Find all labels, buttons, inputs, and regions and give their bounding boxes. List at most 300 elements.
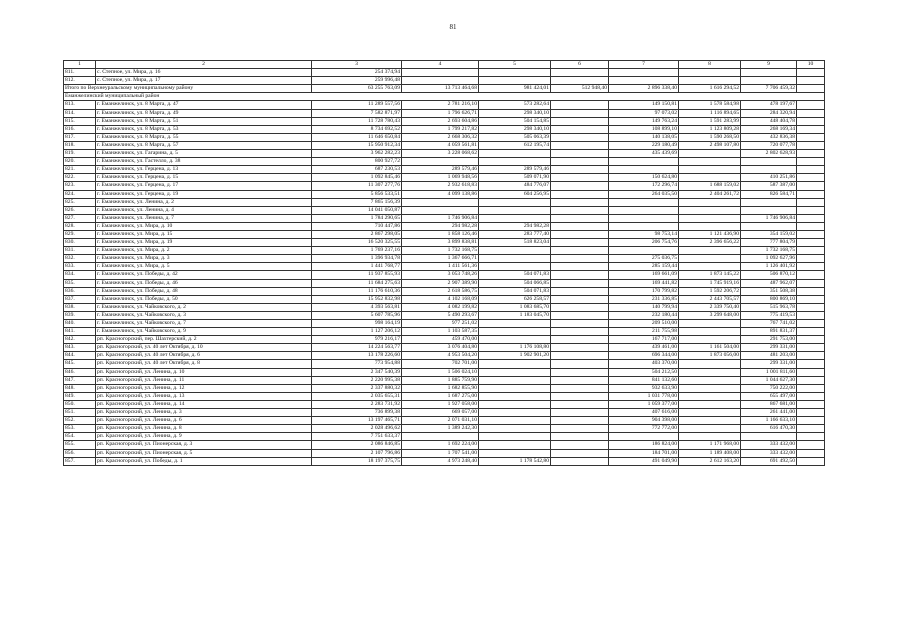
amount-cell: 604 256,95 [479, 190, 551, 198]
amount-cell [551, 400, 609, 408]
amount-cell: 354 159,02 [741, 230, 797, 238]
amount-cell: 403 370,00 [609, 360, 679, 368]
amount-cell [479, 449, 551, 457]
amount-cell [551, 384, 609, 392]
amount-cell [609, 198, 679, 206]
table-row [64, 239, 825, 247]
address-cell: рп. Красногорский, ул. Ленина, д. 10 [96, 368, 312, 376]
amount-cell [402, 433, 479, 441]
address-cell: г. Еманжелинск, ул. Мира, д. 10 [96, 222, 312, 230]
total-label: Итого по Верхнеуральскому муниципальному району [64, 85, 312, 93]
amount-cell: 3 076 404,80 [402, 344, 479, 352]
amount-cell [551, 77, 609, 85]
amount-cell [551, 360, 609, 368]
amount-cell [797, 239, 825, 247]
address-cell: рп. Красногорский, ул. Ленина, д. 12 [96, 384, 312, 392]
amount-cell [797, 263, 825, 271]
amount-cell [551, 198, 609, 206]
table-row [64, 166, 825, 174]
amount-cell [551, 320, 609, 328]
amount-cell: 63 255 763,09 [312, 85, 402, 93]
amount-cell: 14 041 050,87 [312, 206, 402, 214]
amount-cell [679, 417, 741, 425]
amount-cell: 587 387,00 [741, 182, 797, 190]
amount-cell: 149 150,81 [609, 101, 679, 109]
amount-cell [679, 158, 741, 166]
amount-cell: 2 932 618,83 [402, 182, 479, 190]
row-number: 818. [64, 141, 96, 149]
amount-cell: 1 592 206,72 [679, 287, 741, 295]
amount-cell [551, 376, 609, 384]
amount-cell: 491 049,90 [609, 457, 679, 465]
address-cell: рп. Красногорский, ул. 40 лет Октября, д. 10 [96, 344, 312, 352]
row-number: 831. [64, 247, 96, 255]
amount-cell [479, 400, 551, 408]
amount-cell: 7 751 633,37 [312, 433, 402, 441]
row-number: 812. [64, 77, 96, 85]
amount-cell [679, 198, 741, 206]
amount-cell: 1 745 919,16 [679, 279, 741, 287]
amount-cell [741, 158, 797, 166]
amount-cell [551, 352, 609, 360]
amount-cell [741, 433, 797, 441]
amount-cell: 169 661,09 [609, 271, 679, 279]
amount-cell: 2 035 655,31 [312, 392, 402, 400]
table-row [64, 230, 825, 238]
amount-cell: 1 389 242,30 [402, 425, 479, 433]
amount-cell: 669 057,00 [402, 409, 479, 417]
amount-cell: 298 340,10 [479, 125, 551, 133]
amount-cell [797, 392, 825, 400]
amount-cell [797, 425, 825, 433]
amount-cell: 504 066,85 [479, 279, 551, 287]
amount-cell: 289 579,46 [402, 166, 479, 174]
address-cell: г. Еманжелинск, ул. 8 Марта, д. 55 [96, 133, 312, 141]
amount-cell: 891 831,37 [741, 328, 797, 336]
amount-cell [797, 77, 825, 85]
amount-cell: 1 927 058,00 [402, 400, 479, 408]
amount-cell: 13 197 465,71 [312, 417, 402, 425]
amount-cell: 1 121 436,90 [679, 230, 741, 238]
amount-cell: 1 171 968,00 [679, 441, 741, 449]
amount-cell: 691 492,50 [741, 457, 797, 465]
address-cell: рп. Красногорский, ул. Ленина, д. 9 [96, 433, 312, 441]
amount-cell [797, 125, 825, 133]
amount-cell: 1 707 541,00 [402, 449, 479, 457]
page-number: 81 [449, 23, 457, 31]
amount-cell: 612 195,74 [479, 141, 551, 149]
amount-cell: 11 937 855,93 [312, 271, 402, 279]
row-number: 851. [64, 409, 96, 417]
address-cell: г. Еманжелинск, ул. Ленина, д. 4 [96, 206, 312, 214]
table-row [64, 141, 825, 149]
address-cell: г. Еманжелинск, ул. Чайковского, д. 2 [96, 303, 312, 311]
amount-cell [479, 69, 551, 77]
header-cell: 4 [402, 61, 479, 69]
table-row [64, 158, 825, 166]
amount-cell [797, 279, 825, 287]
amount-cell: 772 772,00 [609, 425, 679, 433]
row-number: 838. [64, 303, 96, 311]
row-number: 822. [64, 174, 96, 182]
amount-cell [551, 133, 609, 141]
amount-cell [479, 150, 551, 158]
amount-cell [479, 320, 551, 328]
address-cell: г. Еманжелинск, ул. Мира, д. 19 [96, 239, 312, 247]
amount-cell [797, 182, 825, 190]
amount-cell: 432 836,38 [741, 133, 797, 141]
amount-cell [609, 433, 679, 441]
amount-cell: 1 116 894,65 [679, 109, 741, 117]
amount-cell: 932 633,90 [609, 384, 679, 392]
amount-cell: 2 498 107,80 [679, 141, 741, 149]
amount-cell: 1 001 811,60 [741, 368, 797, 376]
amount-cell [551, 344, 609, 352]
amount-cell: 573 282,64 [479, 101, 551, 109]
row-number: 848. [64, 384, 96, 392]
amount-cell [797, 376, 825, 384]
amount-cell: 1 616 294,52 [679, 85, 741, 93]
table-row [64, 69, 825, 77]
row-number: 836. [64, 287, 96, 295]
row-number: 820. [64, 158, 96, 166]
amount-cell [797, 336, 825, 344]
amount-cell: 13 713 464,68 [402, 85, 479, 93]
amount-cell: 1 732 168,75 [402, 247, 479, 255]
amount-cell: 1 578 584,98 [679, 101, 741, 109]
amount-cell: 687 230,53 [312, 166, 402, 174]
amount-cell [551, 222, 609, 230]
header-cell: 3 [312, 61, 402, 69]
table-row [64, 441, 825, 449]
amount-cell: 1 367 666,71 [402, 255, 479, 263]
address-cell: г. Еманжелинск, ул. 8 Марта, д. 53 [96, 125, 312, 133]
amount-cell [479, 376, 551, 384]
amount-cell: 211 755,98 [609, 328, 679, 336]
row-number: 829. [64, 230, 96, 238]
amount-cell [551, 433, 609, 441]
amount-cell [679, 360, 741, 368]
amount-cell [797, 247, 825, 255]
amount-cell [797, 69, 825, 77]
amount-cell: 518 823,04 [479, 239, 551, 247]
amount-cell: 254 374,94 [312, 69, 402, 77]
amount-cell [479, 336, 551, 344]
amount-cell: 1 161 504,00 [679, 344, 741, 352]
amount-cell: 294 982,28 [402, 222, 479, 230]
amount-cell [609, 77, 679, 85]
amount-cell: 2 071 031,10 [402, 417, 479, 425]
amount-cell [551, 109, 609, 117]
amount-cell [551, 279, 609, 287]
amount-cell [797, 255, 825, 263]
amount-cell: 484 776,07 [479, 182, 551, 190]
amount-cell: 841 132,60 [609, 376, 679, 384]
amount-cell: 775 419,53 [741, 311, 797, 319]
amount-cell [479, 384, 551, 392]
amount-cell [609, 166, 679, 174]
amount-cell [797, 287, 825, 295]
amount-cell: 506 870,12 [741, 271, 797, 279]
address-cell: г. Еманжелинск, ул. Гагарина, д. 5 [96, 150, 312, 158]
amount-cell [797, 441, 825, 449]
amount-cell [551, 239, 609, 247]
amount-cell [609, 206, 679, 214]
amount-cell: 167 717,00 [609, 336, 679, 344]
table-row [64, 255, 825, 263]
row-number: 816. [64, 125, 96, 133]
row-number: 853. [64, 425, 96, 433]
header-cell: 10 [797, 61, 825, 69]
row-number: 849. [64, 392, 96, 400]
amount-cell [679, 263, 741, 271]
amount-cell: 2 693 604,86 [402, 117, 479, 125]
row-number: 828. [64, 222, 96, 230]
amount-cell: 800 869,10 [741, 295, 797, 303]
table-row [64, 198, 825, 206]
amount-cell [797, 133, 825, 141]
amount-cell: 140 138,05 [609, 133, 679, 141]
amount-cell: 2 107 796,86 [312, 449, 402, 457]
table-row [64, 206, 825, 214]
amount-cell: 448 404,78 [741, 117, 797, 125]
amount-cell [479, 441, 551, 449]
amount-cell: 149 763,24 [609, 117, 679, 125]
table-row [64, 328, 825, 336]
table-row [64, 174, 825, 182]
amount-cell: 720 077,78 [741, 141, 797, 149]
amount-cell [479, 409, 551, 417]
table-row [64, 320, 825, 328]
table-row [64, 182, 825, 190]
amount-cell [479, 360, 551, 368]
amount-cell: 504 071,83 [479, 287, 551, 295]
table-row [64, 214, 825, 222]
address-cell: г. Еманжелинск, ул. Герцена, д. 19 [96, 190, 312, 198]
amount-cell: 1 103 587,35 [402, 328, 479, 336]
amount-cell [609, 158, 679, 166]
amount-cell: 298 340,10 [479, 109, 551, 117]
address-cell: рп. Красногорский, ул. Ленина, д. 14 [96, 400, 312, 408]
table-row [64, 295, 825, 303]
amount-cell: 172 296,74 [609, 182, 679, 190]
amount-cell [797, 409, 825, 417]
amount-cell: 2 347 540,39 [312, 368, 402, 376]
amount-cell [551, 101, 609, 109]
amount-cell: 1 411 561,36 [402, 263, 479, 271]
amount-cell: 15 952 832,98 [312, 295, 402, 303]
amount-cell: 169 441,82 [609, 279, 679, 287]
address-cell: рп. Красногорский, ул. Ленина, д. 6 [96, 417, 312, 425]
amount-cell [797, 344, 825, 352]
amount-cell [551, 287, 609, 295]
amount-cell [797, 352, 825, 360]
amount-cell: 11 646 650,84 [312, 133, 402, 141]
amount-cell: 736 899,38 [312, 409, 402, 417]
amount-cell: 184 701,00 [609, 449, 679, 457]
amount-cell: 229 180,49 [609, 141, 679, 149]
amount-cell: 2 668 306,32 [402, 133, 479, 141]
amount-cell [797, 457, 825, 465]
amount-cell [551, 449, 609, 457]
amount-cell [609, 247, 679, 255]
amount-cell: 2 220 995,38 [312, 376, 402, 384]
amount-cell [479, 198, 551, 206]
row-number: 850. [64, 400, 96, 408]
amount-cell: 97 073,02 [609, 109, 679, 117]
amount-cell [797, 206, 825, 214]
row-number: 821. [64, 166, 96, 174]
table-row [64, 303, 825, 311]
amount-cell [551, 457, 609, 465]
amount-cell: 2 896 338,40 [609, 85, 679, 93]
amount-cell: 1 083 685,70 [479, 303, 551, 311]
amount-cell [679, 328, 741, 336]
header-cell: 5 [479, 61, 551, 69]
amount-cell: 284 320,94 [741, 109, 797, 117]
amount-cell: 904 398,00 [609, 417, 679, 425]
row-number: 833. [64, 263, 96, 271]
amount-cell: 2 867 298,05 [312, 230, 402, 238]
address-cell: г. Еманжелинск, ул. 8 Марта, д. 49 [96, 109, 312, 117]
amount-cell: 2 781 216,10 [402, 101, 479, 109]
amount-cell [551, 328, 609, 336]
amount-cell [679, 77, 741, 85]
amount-cell: 4 393 563,81 [312, 303, 402, 311]
amount-cell [609, 69, 679, 77]
amount-cell: 767 741,02 [741, 320, 797, 328]
amount-cell [479, 206, 551, 214]
amount-cell [679, 392, 741, 400]
total-row [64, 85, 825, 93]
amount-cell: 285 159,44 [609, 263, 679, 271]
amount-cell [797, 166, 825, 174]
amount-cell: 1 858 126,46 [402, 230, 479, 238]
amount-cell: 435 439,69 [609, 150, 679, 158]
amount-cell [679, 69, 741, 77]
row-number: 855. [64, 441, 96, 449]
amount-cell: 1 031 778,00 [609, 392, 679, 400]
amount-cell [551, 230, 609, 238]
address-cell: г. Еманжелинск, ул. Чайковского, д. 3 [96, 311, 312, 319]
amount-cell: 487 962,07 [741, 279, 797, 287]
row-number: 825. [64, 198, 96, 206]
amount-cell [797, 368, 825, 376]
amount-cell [797, 417, 825, 425]
section-row [64, 93, 825, 101]
amount-cell [679, 150, 741, 158]
table-row [64, 117, 825, 125]
amount-cell [679, 384, 741, 392]
amount-cell: 2 618 586,75 [402, 287, 479, 295]
header-row [64, 61, 825, 69]
table-row [64, 417, 825, 425]
amount-cell: 140 799,94 [609, 303, 679, 311]
amount-cell: 15 950 912,34 [312, 141, 402, 149]
amount-cell: 800 927,72 [312, 158, 402, 166]
amount-cell: 979 216,17 [312, 336, 402, 344]
amount-cell: 209 510,00 [609, 320, 679, 328]
amount-cell: 1 123 809,28 [679, 125, 741, 133]
amount-cell: 1 506 024,10 [402, 368, 479, 376]
amount-cell [551, 158, 609, 166]
amount-cell: 18 197 375,75 [312, 457, 402, 465]
address-cell: г. Еманжелинск, ул. Победы, д. 50 [96, 295, 312, 303]
amount-cell [797, 433, 825, 441]
row-number: 857. [64, 457, 96, 465]
amount-cell [479, 425, 551, 433]
table-row [64, 101, 825, 109]
amount-cell: 2 283 731,92 [312, 400, 402, 408]
amount-cell: 1 769 237,16 [312, 247, 402, 255]
table-row [64, 287, 825, 295]
amount-cell: 289 579,46 [479, 166, 551, 174]
amount-cell: 616 470,30 [741, 425, 797, 433]
address-cell: с. Степное, ул. Мира, д. 16 [96, 69, 312, 77]
amount-cell: 2 443 705,57 [679, 295, 741, 303]
amount-cell [551, 441, 609, 449]
amount-cell: 11 289 557,56 [312, 101, 402, 109]
amount-cell [797, 360, 825, 368]
header-cell: 1 [64, 61, 96, 69]
table-row [64, 449, 825, 457]
amount-cell [551, 409, 609, 417]
amount-cell [551, 255, 609, 263]
amount-cell [679, 206, 741, 214]
amount-cell: 7 582 871,97 [312, 109, 402, 117]
amount-cell: 333 432,00 [741, 449, 797, 457]
amount-cell: 1 746 906,84 [402, 214, 479, 222]
table-row [64, 150, 825, 158]
address-cell: г. Еманжелинск, ул. Герцена, д. 13 [96, 166, 312, 174]
amount-cell [797, 141, 825, 149]
amount-cell [551, 166, 609, 174]
header-cell: 7 [609, 61, 679, 69]
header-cell: 8 [679, 61, 741, 69]
report-table [63, 60, 825, 466]
amount-cell [741, 69, 797, 77]
amount-cell: 4 082 199,82 [402, 303, 479, 311]
amount-cell: 504 212,50 [609, 368, 679, 376]
amount-cell: 505 063,39 [479, 133, 551, 141]
row-number: 826. [64, 206, 96, 214]
amount-cell [402, 158, 479, 166]
amount-cell: 515 963,78 [741, 303, 797, 311]
row-number: 841. [64, 328, 96, 336]
amount-cell: 4 059 561,81 [402, 141, 479, 149]
address-cell: г. Еманжелинск, ул. Мира, д. 15 [96, 230, 312, 238]
amount-cell [551, 336, 609, 344]
amount-cell: 1 183 045,70 [479, 311, 551, 319]
amount-cell: 1 176 108,80 [479, 344, 551, 352]
amount-cell [551, 182, 609, 190]
amount-cell [551, 150, 609, 158]
row-number: 814. [64, 109, 96, 117]
amount-cell [402, 69, 479, 77]
amount-cell: 13 178 226,60 [312, 352, 402, 360]
amount-cell: 7 865 156,39 [312, 198, 402, 206]
amount-cell: 98 753,14 [609, 230, 679, 238]
table-row [64, 279, 825, 287]
amount-cell [551, 214, 609, 222]
address-cell: рп. Красногорский, ул. Ленина, д. 11 [96, 376, 312, 384]
amount-cell: 1 682 855,90 [402, 384, 479, 392]
table-row [64, 425, 825, 433]
amount-cell: 1 732 168,75 [741, 247, 797, 255]
amount-cell: 5 490 293,67 [402, 311, 479, 319]
amount-cell [551, 247, 609, 255]
address-cell: г. Еманжелинск, ул. 8 Марта, д. 57 [96, 141, 312, 149]
